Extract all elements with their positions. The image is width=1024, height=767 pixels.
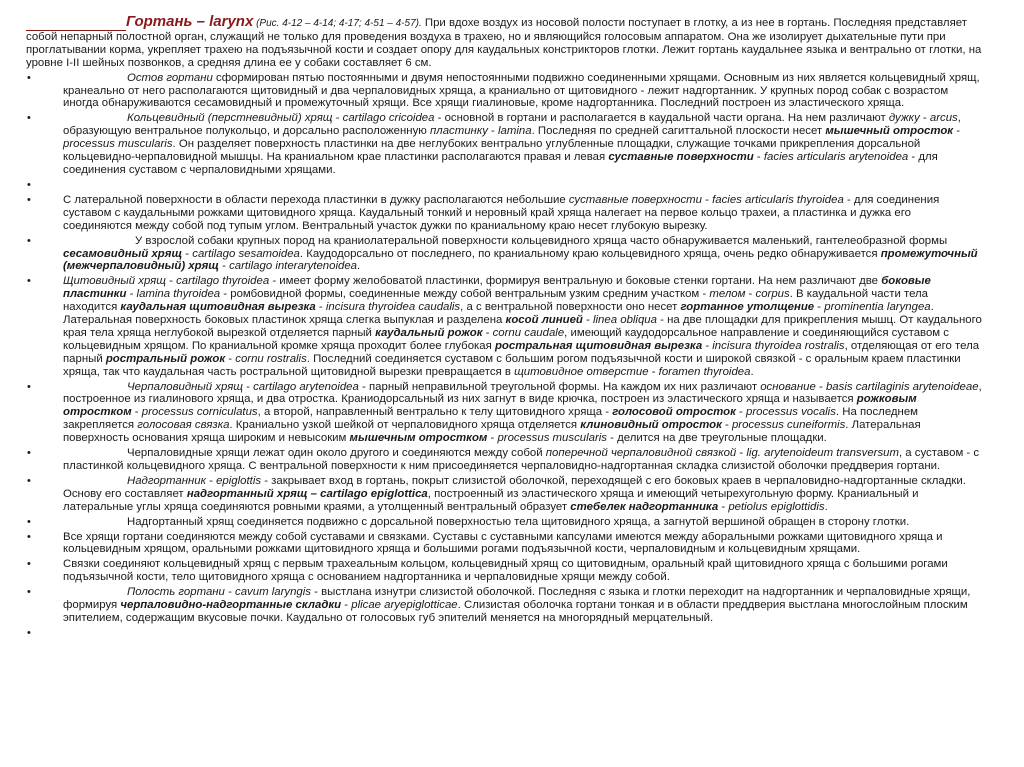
text-run: каудальный рожок (375, 326, 483, 339)
intro-paragraph (26, 13, 982, 70)
text-run: голосовой отросток (612, 406, 736, 419)
text-run: - (582, 314, 593, 327)
text-run: cartilago cricoidea (342, 112, 435, 125)
list-item (26, 586, 982, 625)
text-run: - (482, 326, 493, 339)
text-run: lamina thyroidea (136, 288, 221, 301)
list-item (26, 531, 982, 557)
title-underline (26, 18, 126, 31)
text-run: - (165, 275, 177, 288)
list-item (26, 516, 982, 529)
text-run: , а второй, направленный вентрально к телу щитовидного хряща - (257, 406, 613, 419)
text-run: - (735, 406, 747, 419)
text-run: боковые пластинки (63, 275, 931, 301)
text-run: надгортанный хрящ – cartilago epiglottica (186, 487, 428, 500)
paragraph-text (63, 475, 966, 513)
text-run: косой линией (505, 314, 583, 327)
text-run: - (218, 260, 230, 273)
bullet-icon: • (27, 112, 31, 125)
list-item (26, 475, 982, 514)
text-run: . В каудальной части тела находится (63, 288, 929, 314)
text-run: plicae aryepiglotticae (351, 599, 458, 612)
text-run: гортанное утолщение (680, 301, 815, 314)
list-item (26, 627, 982, 640)
text-run: - (701, 193, 713, 206)
text-run: С латеральной поверхности в области перехода пластинки в дужку располагаются небольшие (63, 193, 569, 206)
text-run: linea obliqua (593, 314, 657, 327)
text-run: - (487, 125, 499, 138)
figure-references: (Рис. 4-12 – 4-14; 4-17; 4-51 – 4-57). (253, 18, 422, 29)
text-run: cornu caudale (492, 326, 565, 339)
text-run: . На последнем закрепляется (63, 406, 919, 432)
text-run: basis cartilaginis arytenoideae (825, 380, 979, 393)
bullet-icon: • (27, 586, 31, 599)
text-run: Надгортанный хрящ соединяется подвижно с дорсальной поверхностью тела щитовидного хряща, а загнутой вершиной обращен в сторону глотки. (127, 515, 910, 528)
list-item (26, 179, 982, 192)
text-run: - (205, 474, 217, 487)
bullet-icon: • (27, 447, 31, 460)
text-run: Кольцевидный (перстневидный) хрящ (127, 112, 333, 125)
text-run: Черпаловидные хрящи лежат один около другого и соединяются между собой (127, 447, 546, 460)
text-run: , отделяющая от его тела парный (63, 339, 980, 365)
list-item (26, 558, 982, 584)
text-run: . Краниально узкой шейкой от черпаловидного хряща отделяется (229, 419, 581, 432)
text-run: суставные поверхности (568, 193, 702, 206)
text-run: processus muscularis (63, 138, 173, 151)
paragraph-text (63, 275, 982, 377)
text-run: - закрывает вход в гортань, покрыт слизистой оболочкой, переходящей с его боковых краев в черпаловидно-надгортанные складки. Основу его составляет (63, 474, 966, 500)
text-run: - (753, 151, 764, 164)
text-run: incisura thyroidea caudalis (325, 301, 461, 314)
text-run: мышечным отростком (349, 432, 488, 445)
text-run: - для соединения суставом с черпаловидными хрящами. (63, 151, 938, 176)
text-run: . Каудодорсально от последнего, по краниальному краю кольцевидного хряща, очень редко обнаруживается (299, 247, 881, 260)
text-run: - (815, 380, 826, 393)
paragraph-text (63, 194, 939, 232)
text-run: Полость гортани (127, 586, 225, 599)
text-run: . (750, 365, 754, 378)
list-item (26, 72, 982, 111)
text-run: Все хрящи гортани соединяются между собой суставами и связками. Суставы с суставными капсулами имеются между аборальными рожками щитовидного хряща и кольцевидным хрящом, оральными рожками щитовидного хряща и большими рогами подъязычной кости, черпаловидным и кольцевидным хрящами. (63, 530, 943, 556)
paragraph-list (26, 72, 982, 640)
text-run: cartilago interarytenoidea (229, 260, 357, 273)
text-run: , построенное из гиалинового хряща, и два отростка. Краниодорсальный из них загнут в виде крючка, построен из эластического хряща и называется (63, 380, 982, 406)
text-run: - (242, 380, 254, 393)
text-run: клиновидный отросток (580, 419, 722, 432)
text-run: - (814, 301, 825, 314)
text-run: - (182, 247, 193, 260)
text-run: - выстлана изнутри слизистой оболочкой. Последняя с языка и глотки переходит на надгортанник и черпаловидные хрящи, формируя (63, 586, 971, 612)
intro-text: При вдохе воздух из носовой полости поступает в глотку, а из нее в гортань. Последняя представляет собой непарный полостной орган, служащий не только для проведения воздуха в трахею, но и являющийся голосовым аппаратом. Она же изолирует дыхательные пути при проглатывании корма, укрепляет трахею на подъязычной кости и создает опору для каудальных констрикторов глотки. Лежит гортань каудальнее языка и вентрально от глотки, на уровне I-II шейных позвонков, а средняя длина ее у собаки составляет 6 см. (26, 17, 982, 69)
text-run: сесамовидный хрящ (63, 247, 183, 260)
page-title: Гортань – larynx (126, 13, 254, 30)
text-run: , имеющий каудодорсальное направление и соединяющийся суставом с кольцевидным хрящом. По краниальной кромке хряща проходит более глубокая (63, 326, 949, 352)
text-run: - (736, 447, 747, 460)
text-run: cartilago sesamoidea (192, 247, 300, 260)
text-run: . (357, 260, 361, 273)
text-run: стебелек надгортанника (570, 500, 719, 513)
text-run: Связки соединяют кольцевидный хрящ с первым трахеальным кольцом, кольцевидный хрящ со щитовидным, оральный край щитовидного хряща с большими рогами подъязычной кости, тело щитовидного хряща с основанием надгортанника и черпаловидные хрящи между собой. (63, 558, 948, 584)
text-run: мышечный отросток (825, 125, 954, 138)
text-run: - (315, 301, 326, 314)
text-run: facies articularis thyroidea (712, 193, 844, 206)
text-run: - (332, 112, 343, 125)
text-run: голосовая связка (137, 419, 230, 432)
text-run: дужку (888, 112, 920, 125)
text-run: - имеет форму желобоватой пластинки, формируя вентральную и боковые стенки гортани. На нем различают две (269, 275, 882, 288)
text-run: - основной в гортани и располагается в каудальной части органа. На нем различают (434, 112, 889, 125)
text-run: lig. arytenoideum transversum (746, 447, 899, 460)
text-run: У взрослой собаки крупных пород на краниолатеральной поверхности кольцевидного хряща часто обнаруживается маленький, гантелеобразной формы (135, 234, 948, 247)
text-run: пластинку (430, 125, 488, 138)
bullet-icon: • (27, 71, 31, 84)
text-run: foramen thyroidea (658, 365, 751, 378)
text-run: , построенный из эластического хряща и имеющий четырехугольную форму. Краниальный и латеральные углы хряща соединяются ровными краями, а утолщенный вентральный образует (63, 487, 919, 513)
bullet-icon: • (27, 380, 31, 393)
list-item (26, 275, 982, 378)
text-run: суставные поверхности (608, 151, 754, 164)
text-run: . (824, 500, 828, 513)
text-run: - (721, 419, 732, 432)
list-item (26, 447, 982, 473)
list-item (26, 235, 982, 274)
text-run: cartilago thyroidea (176, 275, 270, 288)
bullet-icon: • (27, 193, 31, 206)
paragraph-text (63, 447, 979, 472)
paragraph-text (63, 586, 970, 624)
text-run: - для соединения суставом с каудальными рожками щитовидного хряща. Каудальный тонкий и неровный край хряща налегает на первое кольцо трахеи, а пластинка и дужка его соединяются между собой под тупым углом. Вентральный участок дужки по краниальному краю несет глубокую вырезку. (63, 193, 940, 232)
text-run: поперечной черпаловидной связкой (545, 447, 737, 460)
text-run: - (919, 112, 930, 125)
list-item (26, 112, 982, 177)
text-run: prominentia laryngea (824, 301, 931, 314)
text-run: - (487, 432, 498, 445)
text-run: epiglottis (216, 474, 262, 487)
text-run: . Последняя по средней сагиттальной плоскости несет (531, 125, 826, 138)
list-item (26, 381, 982, 446)
bullet-icon: • (27, 530, 31, 543)
bullet-icon: • (27, 234, 31, 247)
text-run: Щитовидный хрящ (63, 275, 166, 288)
text-run: processus vocalis (746, 406, 836, 419)
paragraph-text (127, 516, 909, 528)
paragraph-text (63, 235, 978, 273)
text-run: промежуточный (межчерпаловидный) хрящ (63, 247, 978, 273)
text-run: - (225, 352, 236, 365)
text-run: cavum laryngis (235, 586, 311, 599)
text-run: каудальная щитовидная вырезка (120, 301, 316, 314)
text-run: processus cuneiformis (731, 419, 846, 432)
text-run: - (718, 500, 729, 513)
text-run: черпаловидно-надгортанные складки (120, 599, 342, 612)
text-run: Черпаловидный хрящ (127, 380, 243, 393)
text-run: - (648, 365, 659, 378)
text-run: incisura thyroidea rostralis (712, 339, 845, 352)
paragraph-text (63, 558, 948, 583)
text-run: - (131, 406, 142, 419)
text-run: corpus (755, 288, 790, 301)
text-run: . Латеральная поверхность боковых пластинок хряща слегка выпуклая и разделена (63, 301, 934, 327)
paragraph-text (63, 381, 982, 445)
text-run: сформирован пятью постоянными и двумя непостоянными подвижно соединенными хрящами. Основным из них является кольцевидный хрящ, кранеально от него располагаются щитовидный и два черпаловидных хряща, а краниально от щитовидного - лежит надгортанник. У крупных пород собак с возрастом иногда обнаруживаются сесамовидный и промежуточный хрящи. Все хрящи гиалиновые, кроме надгортанника. Последний построен из эластического хряща. (63, 71, 980, 110)
document-page (26, 13, 982, 640)
text-run: щитовидное отверстие (514, 365, 649, 378)
text-run: cartilago arytenoidea (253, 380, 359, 393)
text-run: ростральный рожок (105, 352, 226, 365)
bullet-icon: • (27, 626, 31, 639)
text-run: - (953, 125, 961, 138)
text-run: Остов гортани (127, 71, 213, 84)
text-run: , образующую вентральное полукольцо, и дорсально расположенную (63, 112, 961, 138)
paragraph-text (63, 531, 942, 556)
text-run: processus corniculatus (141, 406, 258, 419)
paragraph-text (63, 112, 961, 176)
text-run: Надгортанник (127, 474, 206, 487)
text-run: facies articularis arytenoidea (763, 151, 909, 164)
text-run: petiolus epiglottidis (728, 500, 825, 513)
bullet-icon: • (27, 558, 31, 571)
text-run: . Слизистая оболочка гортани тонкая и в области преддверия выстлана многослойным плоским эпителием, содержащим вкусовые почки. Каудально от голосовых губ эпителий меняется на многорядный мерцательный. (63, 599, 968, 624)
text-run: processus muscularis (497, 432, 607, 445)
bullet-icon: • (27, 275, 31, 288)
text-run: - (745, 288, 756, 301)
text-run: - парный неправильной треугольной формы. На каждом их них различают (358, 380, 761, 393)
text-run: ростральная щитовидная вырезка (494, 339, 703, 352)
text-run: телом (709, 288, 746, 301)
text-run: cornu rostralis (235, 352, 307, 365)
text-run: - (702, 339, 713, 352)
text-run: - (224, 586, 236, 599)
bullet-icon: • (27, 515, 31, 528)
text-run: arcus (929, 112, 958, 125)
bullet-icon: • (27, 474, 31, 487)
text-run: , а суставом - с пластинкой кольцевидного хряща. С вентральной поверхности к ним присоединяется черпаловидно-надгортанная складка слизистой оболочки преддверия гортани. (63, 447, 980, 472)
text-run: - ромбовидной формы, соединенные между собой вентральным узким средним участком - (220, 288, 710, 301)
text-run: - (341, 599, 352, 612)
text-run: - делится на две треугольные площадки. (606, 432, 827, 445)
text-run: . Последний соединяется суставом с большим рогом подъязычной кости и широкой связкой - с оральным краем пластинки хряща, так что каудальная часть ростральной щитовидной вырезки превращается в (63, 352, 961, 378)
text-run: рожковым отростком (63, 393, 917, 419)
list-item (26, 194, 982, 233)
text-run: - на две площадки для прикрепления мышц. От каудального края тела хряща неглубокой вырезкой отделяется парный (63, 314, 982, 339)
text-run: - (126, 288, 137, 301)
paragraph-text (63, 72, 980, 110)
text-run: , а с вентральной поверхности оно несет (460, 301, 681, 314)
text-run: . Он разделяет поверхность пластинки на две неглубоких вентрально углубленные площадки, служащие точками прикрепления дорсальной кольцевидно-черпаловидной мышцы. На краниальном крае пластинки располагаются правая и левая (63, 138, 921, 164)
text-run: основание (760, 380, 816, 393)
bullet-icon: • (27, 178, 31, 191)
text-run: lamina (498, 125, 532, 138)
text-run: . Латеральная поверхность основания хряща широким и невысоким (63, 419, 921, 445)
